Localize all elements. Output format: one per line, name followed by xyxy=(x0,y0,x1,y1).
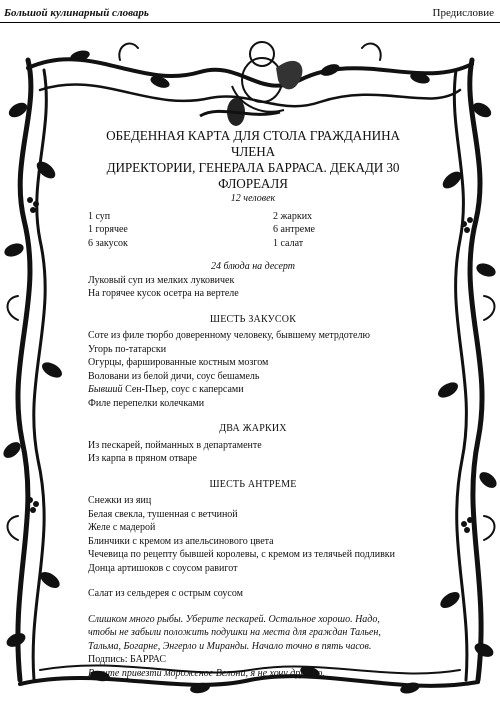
section-heading-zakuski: ШЕСТЬ ЗАКУСОК xyxy=(209,313,297,325)
count-item: 1 суп xyxy=(88,210,111,222)
chapter-title: Предисловие xyxy=(432,7,494,19)
menu-item: Соте из филе тюрбо доверенному человеку, бывшему метрдотелю xyxy=(88,330,370,341)
count-item: 2 жарких xyxy=(273,210,313,222)
intro-line: Луковый суп из мелких луковичек xyxy=(88,274,235,286)
signature: Подпись: БАРРАС xyxy=(88,654,167,665)
section-heading-zharkie: ДВА ЖАРКИХ xyxy=(219,423,287,434)
menu-item: Снежки из яиц xyxy=(88,495,152,506)
note-line: Тальма, Богарне, Энгерло и Миранды. Начало точно в пять часов. xyxy=(88,640,372,652)
course-counts-left xyxy=(88,210,233,251)
note-line: Слишком много рыбы. Уберите пескарей. Остальное хорошо. Надо, xyxy=(88,613,380,625)
menu-item: Желе с мадерой xyxy=(88,522,156,533)
menu-item: Угорь по-татарски xyxy=(88,343,167,355)
menu-item: Чечевица по рецепту бывшей королевы, с кремом из телячьей подливки xyxy=(88,549,396,560)
menu-title-line-1: ОБЕДЕННАЯ КАРТА ДЛЯ СТОЛА ГРАЖДАНИНА ЧЛЕНА xyxy=(106,128,400,159)
handwritten-note xyxy=(88,613,418,681)
course-counts xyxy=(88,210,418,251)
menu-item-rest: Сен-Пьер, соус с каперсами xyxy=(122,384,244,395)
salad-line: Салат из сельдерея с острым соусом xyxy=(88,588,243,599)
menu-item: Огурцы, фаршированные костным мозгом xyxy=(88,357,269,368)
menu-item: Из пескарей, пойманных в департаменте xyxy=(88,439,262,451)
course-counts-right xyxy=(233,210,418,251)
menu-item: Из карпа в пряном отваре xyxy=(88,453,197,464)
final-line: Велите привезти мороженое Велони, я не хочу другого. xyxy=(88,667,325,679)
menu-item: Белая свекла, тушенная с ветчиной xyxy=(88,508,238,520)
menu-card xyxy=(88,128,418,680)
intro-line: На горячее кусок осетра на вертеле xyxy=(88,288,239,299)
menu-item: Воловани из белой дичи, соус бешамель xyxy=(88,370,260,382)
count-item: 6 антреме xyxy=(273,224,315,235)
cherub-illustration xyxy=(200,42,302,126)
menu-title-line-2: ДИРЕКТОРИИ, ГЕНЕРАЛА БАРРАСА. ДЕКАДИ 30 ФЛОРЕАЛЯ xyxy=(106,160,400,191)
guest-count: 12 человек xyxy=(230,193,276,204)
dessert-note: 24 блюда на десерт xyxy=(210,261,296,272)
section-heading-antreme: ШЕСТЬ АНТРЕМЕ xyxy=(209,478,297,490)
menu-item: Блинчики с кремом из апельсинового цвета xyxy=(88,535,274,547)
count-item: 1 горячее xyxy=(88,224,128,235)
note-line: чтобы не забыли положить подушки на места для граждан Тальен, xyxy=(88,627,381,638)
menu-item: Филе перепелки колечками xyxy=(88,397,205,409)
count-item: 1 салат xyxy=(273,237,304,249)
italic-prefix: Бывший xyxy=(88,384,123,395)
count-item: 6 закусок xyxy=(88,237,128,249)
menu-item xyxy=(88,383,418,397)
book-title: Большой кулинарный словарь xyxy=(4,7,149,19)
menu-item: Донца артишоков с соусом равигот xyxy=(88,562,238,574)
